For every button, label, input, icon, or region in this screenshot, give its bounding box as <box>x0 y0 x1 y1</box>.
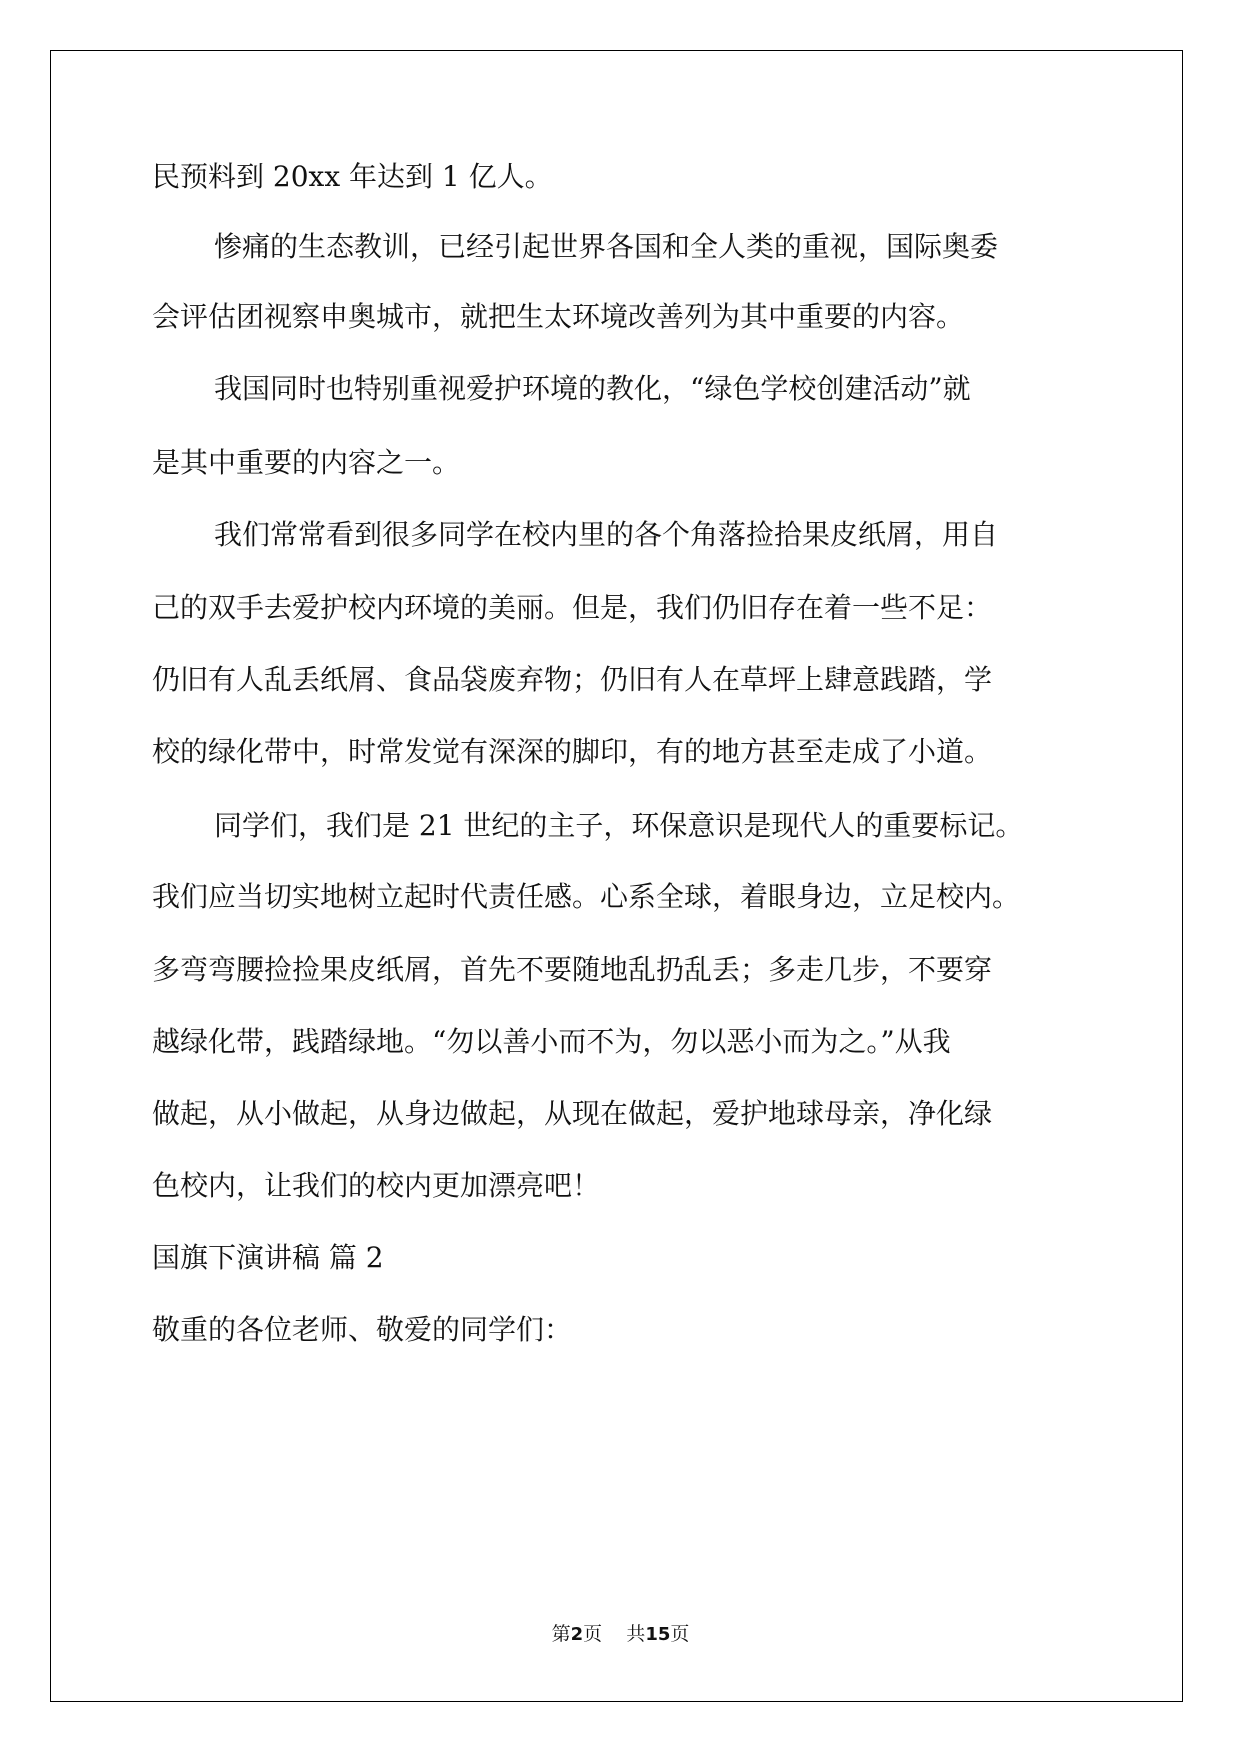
text-line: 色校内，让我们的校内更加漂亮吧！ <box>152 1169 601 1202</box>
text-line: 校的绿化带中，时常发觉有深深的脚印，有的地方甚至走成了小道。 <box>152 735 993 768</box>
text-line: 己的双手去爱护校内环境的美丽。但是，我们仍旧存在着一些不足： <box>152 591 993 624</box>
text-line: 是其中重要的内容之一。 <box>152 446 461 479</box>
footer-middle: 页 共 <box>583 1623 646 1645</box>
paragraph-line: 我们常常看到很多同学在校内里的各个角落捡拾果皮纸屑，用自 <box>214 518 999 551</box>
salutation-line: 敬重的各位老师、敬爱的同学们： <box>152 1313 573 1346</box>
text-line: 做起，从小做起，从身边做起，从现在做起，爱护地球母亲，净化绿 <box>152 1097 993 1130</box>
paragraph-line: 我国同时也特别重视爱护环境的教化，“绿色学校创建活动”就 <box>214 372 971 405</box>
footer-total-pages: 15 <box>645 1624 671 1645</box>
paragraph-line: 惨痛的生态教训，已经引起世界各国和全人类的重视，国际奥委 <box>214 230 999 263</box>
text-line: 我们应当切实地树立起时代责任感。心系全球，着眼身边，立足校内。 <box>152 880 1021 913</box>
section-heading: 国旗下演讲稿 篇 2 <box>152 1241 384 1274</box>
text-line: 仍旧有人乱丢纸屑、食品袋废弃物；仍旧有人在草坪上肆意践踏，学 <box>152 663 993 696</box>
page-footer <box>0 1619 1241 1646</box>
text-line: 民预料到 20xx 年达到 1 亿人。 <box>152 160 553 193</box>
footer-suffix: 页 <box>670 1623 690 1645</box>
text-line: 多弯弯腰捡捡果皮纸屑，首先不要随地乱扔乱丢；多走几步，不要穿 <box>152 953 993 986</box>
text-line: 越绿化带，践踏绿地。“勿以善小而不为，勿以恶小而为之。”从我 <box>152 1025 951 1058</box>
text-line: 会评估团视察申奥城市，就把生太环境改善列为其中重要的内容。 <box>152 300 965 333</box>
footer-prefix: 第 <box>551 1623 571 1645</box>
paragraph-line: 同学们，我们是 21 世纪的主子，环保意识是现代人的重要标记。 <box>214 809 1024 842</box>
footer-page-number: 2 <box>570 1624 584 1645</box>
